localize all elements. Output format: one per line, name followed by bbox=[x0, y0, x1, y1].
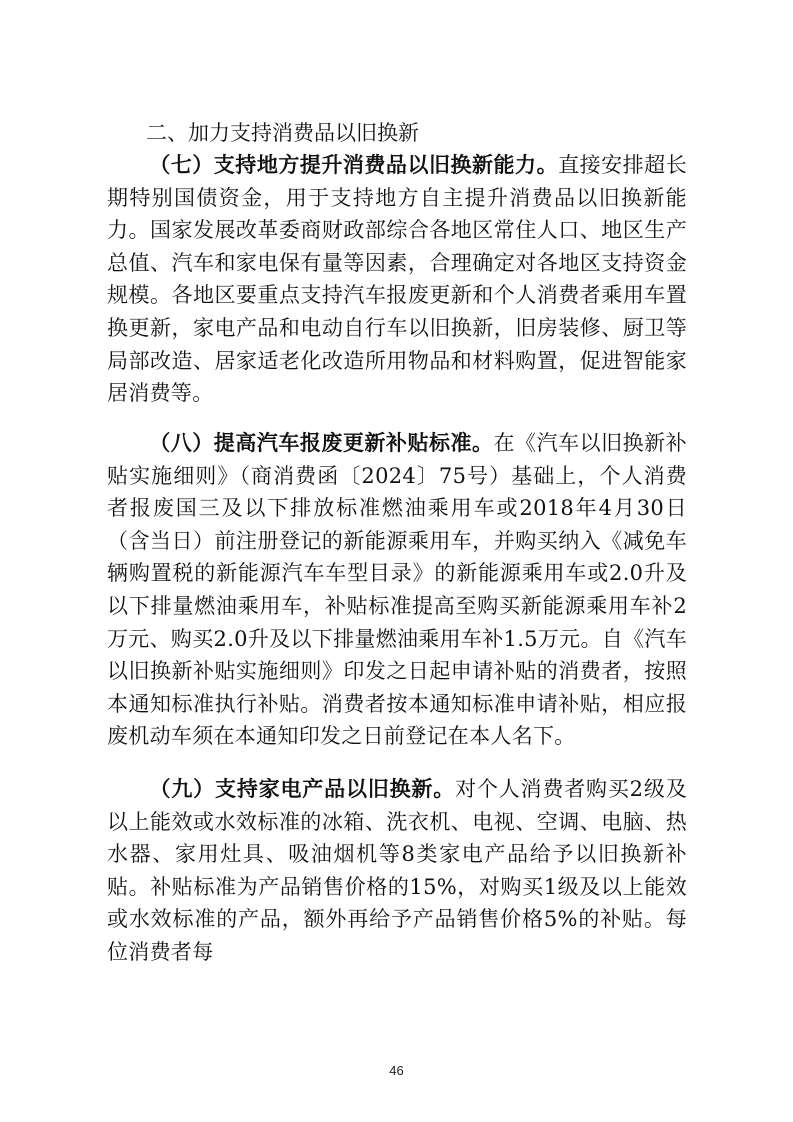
paragraph-lead-nine: （九）支持家电产品以旧换新。 bbox=[149, 777, 456, 801]
paragraph-body-eight: 在《汽车以旧换新补贴实施细则》（商消费函〔2024〕75号）基础上，个人消费者报废国三及以下排放标准燃油乘用车或2018年4月30日（含当日）前注册登记的新能源乘用车，并购买纳入《减免车辆购置税的新能源汽车车型目录》的新能源乘用车或2.0升及以下排量燃油乘用车，补贴标准提高至购买新能源乘用车补2万元、购买2.0升及以下排量燃油乘用车补1.5万元。自《汽车以旧换新补贴实施细则》印发之日起申请补贴的消费者，按照本通知标准执行补贴。消费者按本通知标准申请补贴，相应报废机动车须在本通知印发之日前登记在本人名下。 bbox=[107, 431, 687, 749]
paragraph-lead-seven: （七）支持地方提升消费品以旧换新能力。 bbox=[149, 153, 559, 177]
page-number: 46 bbox=[389, 1063, 404, 1078]
paragraph-body-nine: 对个人消费者购买2级及以上能效或水效标准的冰箱、洗衣机、电视、空调、电脑、热水器、家用灶具、吸油烟机等8类家电产品给予以旧换新补贴。补贴标准为产品销售价格的15%，对购买1级及以上能效或水效标准的产品，额外再给予产品销售价格5%的补贴。每位消费者每 bbox=[107, 777, 687, 964]
paragraph-nine bbox=[107, 773, 687, 969]
paragraph-eight bbox=[107, 427, 687, 753]
paragraph-lead-eight: （八）提高汽车报废更新补贴标准。 bbox=[149, 431, 494, 455]
paragraph-body-seven: 直接安排超长期特别国债资金，用于支持地方自主提升消费品以旧换新能力。国家发展改革委商财政部综合各地区常住人口、地区生产总值、汽车和家电保有量等因素，合理确定对各地区支持资金规模。各地区要重点支持汽车报废更新和个人消费者乘用车置换更新，家电产品和电动自行车以旧换新，旧房装修、厨卫等局部改造、居家适老化改造所用物品和材料购置，促进智能家居消费等。 bbox=[107, 153, 687, 406]
paragraph-seven bbox=[107, 149, 687, 410]
section-heading: 二、加力支持消费品以旧换新 bbox=[146, 121, 419, 145]
